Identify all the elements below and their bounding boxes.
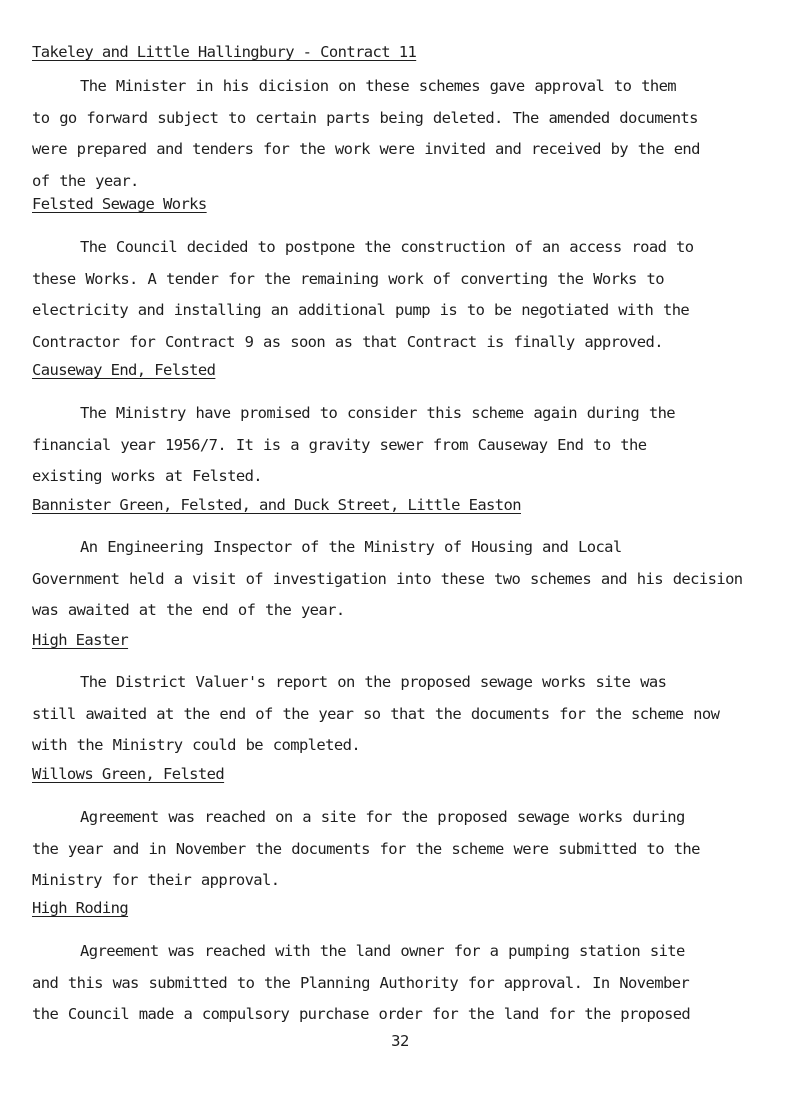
section-body-causeway-end [32, 398, 792, 493]
section-heading-takeley: Takeley and Little Hallingbury - Contract 11 [32, 43, 417, 61]
section-heading-causeway-end: Causeway End, Felsted [32, 361, 216, 379]
text-line: financial year 1956/7. It is a gravity sewer from Causeway End to the [32, 435, 647, 454]
page-number: 32 [391, 1032, 409, 1050]
text-line: still awaited at the end of the year so that the documents for the scheme now [32, 704, 720, 723]
text-line: The Minister in his dicision on these schemes gave approval to them [80, 77, 677, 95]
text-line: of the year. [32, 171, 139, 190]
section-body-takeley [32, 71, 792, 197]
text-line: Ministry for their approval. [32, 871, 280, 889]
text-line: The Ministry have promised to consider this scheme again during the [80, 404, 676, 422]
text-line: An Engineering Inspector of the Ministry of Housing and Local [80, 538, 622, 556]
section-heading-bannister-green: Bannister Green, Felsted, and Duck Street, Little Easton [32, 496, 521, 514]
text-line: Contractor for Contract 9 as soon as that Contract is finally approved. [32, 332, 663, 351]
section-body-high-roding [32, 936, 792, 1031]
text-line: Agreement was reached on a site for the proposed sewage works during [80, 808, 685, 826]
text-line: was awaited at the end of the year. [32, 601, 345, 619]
section-body-willows-green [32, 802, 792, 897]
section-heading-felsted-sewage-works: Felsted Sewage Works [32, 195, 207, 213]
section-body-high-easter [32, 667, 792, 762]
text-line: The Council decided to postpone the construction of an access road to [80, 238, 694, 256]
text-line: with the Ministry could be completed. [32, 736, 361, 754]
text-line: were prepared and tenders for the work were invited and received by the end [32, 140, 700, 158]
text-line: existing works at Felsted. [32, 467, 263, 485]
text-line: the Council made a compulsory purchase order for the land for the proposed [32, 1005, 691, 1023]
text-line: the year and in November the documents for the scheme were submitted to the [32, 839, 700, 858]
section-heading-willows-green: Willows Green, Felsted [32, 765, 225, 783]
text-line: these Works. A tender for the remaining work of converting the Works to [32, 269, 664, 288]
text-line: to go forward subject to certain parts being deleted. The amended documents [32, 108, 698, 127]
text-line: Agreement was reached with the land owner for a pumping station site [80, 942, 685, 960]
section-heading-high-roding: High Roding [32, 899, 129, 917]
section-body-felsted-sewage-works [32, 232, 792, 358]
text-line: The District Valuer's report on the proposed sewage works site was [80, 673, 667, 691]
text-line: and this was submitted to the Planning Authority for approval. In November [32, 973, 690, 992]
text-line: Government held a visit of investigation into these two schemes and his decision [32, 569, 743, 588]
section-body-bannister-green [32, 532, 792, 627]
section-heading-high-easter: High Easter [32, 631, 129, 649]
text-line: electricity and installing an additional pump is to be negotiated with the [32, 301, 690, 319]
